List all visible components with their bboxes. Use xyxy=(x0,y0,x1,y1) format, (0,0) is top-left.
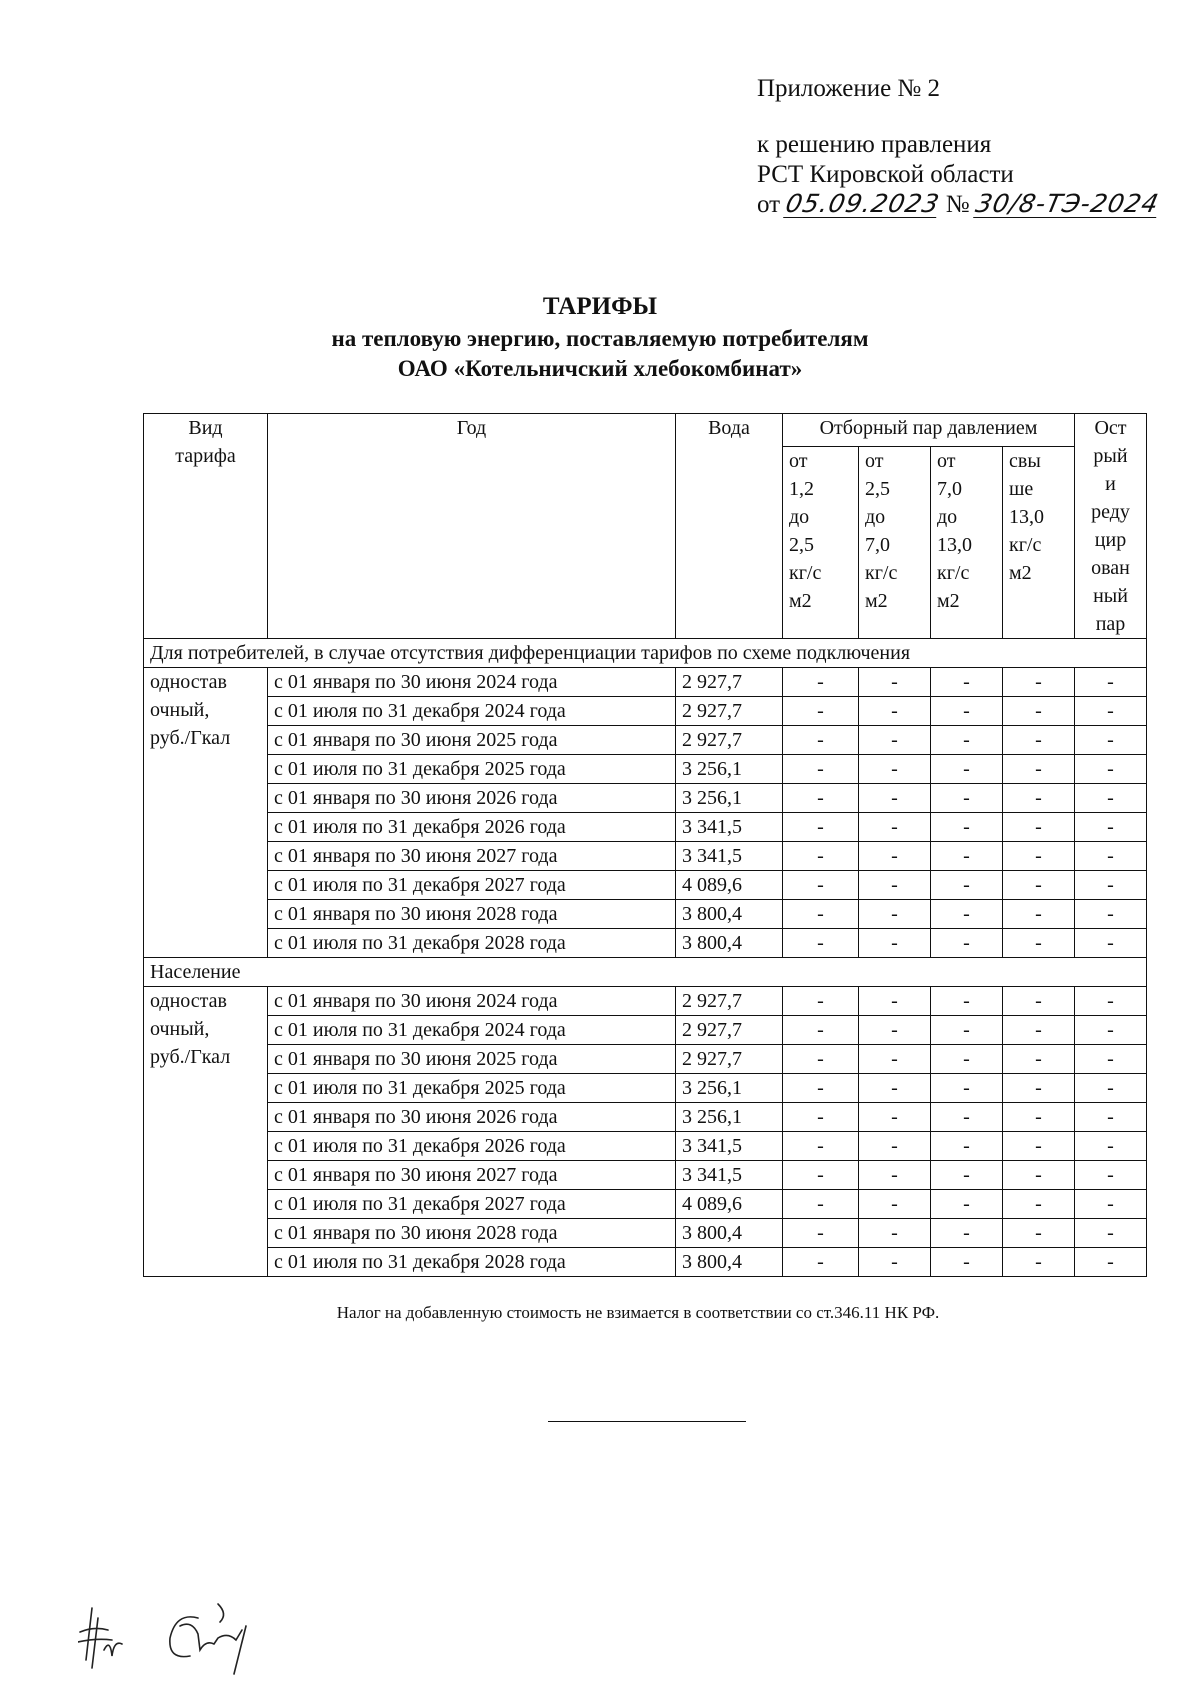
period-cell: с 01 июля по 31 декабря 2026 года xyxy=(268,813,676,842)
steam-2-cell: - xyxy=(859,1045,931,1074)
sharp-steam-cell: - xyxy=(1075,755,1147,784)
steam-2-cell: - xyxy=(859,1219,931,1248)
steam-1-cell: - xyxy=(783,1190,859,1219)
water-tariff-cell: 3 341,5 xyxy=(676,1161,783,1190)
table-row xyxy=(144,1016,1147,1045)
water-tariff-cell: 3 256,1 xyxy=(676,755,783,784)
steam-3-cell: - xyxy=(931,871,1003,900)
steam-2-cell: - xyxy=(859,813,931,842)
steam-4-cell: - xyxy=(1003,1219,1075,1248)
steam-2-cell: - xyxy=(859,929,931,958)
steam-4-cell: - xyxy=(1003,726,1075,755)
period-cell: с 01 июля по 31 декабря 2024 года xyxy=(268,1016,676,1045)
annex-date: 05.09.2023 xyxy=(783,189,943,218)
document-title: ТАРИФЫ xyxy=(542,293,658,320)
steam-3-cell: - xyxy=(931,813,1003,842)
sharp-steam-cell: - xyxy=(1075,900,1147,929)
steam-1-cell: - xyxy=(783,929,859,958)
period-cell: с 01 января по 30 июня 2027 года xyxy=(268,1161,676,1190)
section-title: Для потребителей, в случае отсутствия дифференциации тарифов по схеме подключения xyxy=(144,639,1147,668)
table-row xyxy=(144,1161,1147,1190)
water-tariff-cell: 2 927,7 xyxy=(676,1016,783,1045)
steam-3-cell: - xyxy=(931,726,1003,755)
sharp-steam-cell: - xyxy=(1075,1103,1147,1132)
water-tariff-cell: 2 927,7 xyxy=(676,668,783,697)
water-tariff-cell: 2 927,7 xyxy=(676,726,783,755)
table-row xyxy=(144,1248,1147,1277)
sharp-steam-cell: - xyxy=(1075,1219,1147,1248)
tariff-kind: одностав очный, руб./Гкал xyxy=(144,668,268,958)
steam-2-cell: - xyxy=(859,1103,931,1132)
steam-3-cell: - xyxy=(931,929,1003,958)
steam-2-cell: - xyxy=(859,668,931,697)
steam-4-cell: - xyxy=(1003,1161,1075,1190)
water-tariff-cell: 3 341,5 xyxy=(676,1132,783,1161)
water-tariff-cell: 2 927,7 xyxy=(676,987,783,1016)
steam-3-cell: - xyxy=(931,1132,1003,1161)
header-sharp-steam: Ост рый и реду цир ован ный пар xyxy=(1075,414,1147,639)
steam-2-cell: - xyxy=(859,1248,931,1277)
sharp-steam-cell: - xyxy=(1075,726,1147,755)
steam-4-cell: - xyxy=(1003,1248,1075,1277)
annex-decision-line: к решению правления xyxy=(757,131,992,158)
steam-1-cell: - xyxy=(783,1103,859,1132)
steam-2-cell: - xyxy=(859,1074,931,1103)
header-year: Год xyxy=(268,414,676,639)
steam-2-cell: - xyxy=(859,842,931,871)
water-tariff-cell: 3 256,1 xyxy=(676,1074,783,1103)
steam-1-cell: - xyxy=(783,1074,859,1103)
header-steam: Отборный пар давлением xyxy=(783,414,1075,447)
steam-1-cell: - xyxy=(783,755,859,784)
annex-date-line xyxy=(757,189,1162,220)
header-steam-sub-3: от 7,0 до 13,0 кг/с м2 xyxy=(931,446,1003,638)
header-water: Вода xyxy=(676,414,783,639)
table-row xyxy=(144,929,1147,958)
period-cell: с 01 июля по 31 декабря 2028 года xyxy=(268,1248,676,1277)
steam-1-cell: - xyxy=(783,813,859,842)
steam-1-cell: - xyxy=(783,784,859,813)
period-cell: с 01 января по 30 июня 2025 года xyxy=(268,726,676,755)
separator-line xyxy=(548,1421,746,1422)
table-row xyxy=(144,842,1147,871)
steam-4-cell: - xyxy=(1003,842,1075,871)
steam-3-cell: - xyxy=(931,1161,1003,1190)
steam-2-cell: - xyxy=(859,1016,931,1045)
sharp-steam-cell: - xyxy=(1075,842,1147,871)
steam-3-cell: - xyxy=(931,784,1003,813)
steam-4-cell: - xyxy=(1003,987,1075,1016)
steam-4-cell: - xyxy=(1003,668,1075,697)
water-tariff-cell: 3 341,5 xyxy=(676,813,783,842)
header-steam-sub-4: свы ше 13,0 кг/с м2 xyxy=(1003,446,1075,638)
table-row xyxy=(144,726,1147,755)
steam-2-cell: - xyxy=(859,871,931,900)
steam-1-cell: - xyxy=(783,697,859,726)
water-tariff-cell: 3 800,4 xyxy=(676,929,783,958)
document-subtitle: на тепловую энергию, поставляемую потребителям xyxy=(331,326,869,351)
document-title-block xyxy=(0,290,1200,384)
steam-3-cell: - xyxy=(931,900,1003,929)
steam-1-cell: - xyxy=(783,871,859,900)
steam-2-cell: - xyxy=(859,784,931,813)
table-row xyxy=(144,1045,1147,1074)
steam-3-cell: - xyxy=(931,697,1003,726)
sharp-steam-cell: - xyxy=(1075,1248,1147,1277)
section-header-row xyxy=(144,958,1147,987)
steam-2-cell: - xyxy=(859,1161,931,1190)
table-row xyxy=(144,1132,1147,1161)
steam-3-cell: - xyxy=(931,1045,1003,1074)
water-tariff-cell: 3 800,4 xyxy=(676,900,783,929)
annex-from-label: от xyxy=(757,191,781,218)
steam-3-cell: - xyxy=(931,668,1003,697)
steam-3-cell: - xyxy=(931,1016,1003,1045)
water-tariff-cell: 3 256,1 xyxy=(676,1103,783,1132)
steam-1-cell: - xyxy=(783,900,859,929)
sharp-steam-cell: - xyxy=(1075,813,1147,842)
steam-4-cell: - xyxy=(1003,784,1075,813)
table-row xyxy=(144,900,1147,929)
table-row xyxy=(144,1219,1147,1248)
steam-1-cell: - xyxy=(783,1045,859,1074)
steam-1-cell: - xyxy=(783,1016,859,1045)
table-row xyxy=(144,668,1147,697)
sharp-steam-cell: - xyxy=(1075,1016,1147,1045)
water-tariff-cell: 4 089,6 xyxy=(676,1190,783,1219)
header-steam-sub-2: от 2,5 до 7,0 кг/с м2 xyxy=(859,446,931,638)
table-row xyxy=(144,1074,1147,1103)
table-row xyxy=(144,784,1147,813)
tariff-table-body xyxy=(144,414,1147,1277)
steam-1-cell: - xyxy=(783,1132,859,1161)
water-tariff-cell: 4 089,6 xyxy=(676,871,783,900)
water-tariff-cell: 3 800,4 xyxy=(676,1219,783,1248)
steam-4-cell: - xyxy=(1003,755,1075,784)
steam-2-cell: - xyxy=(859,987,931,1016)
sharp-steam-cell: - xyxy=(1075,1190,1147,1219)
tariff-kind: одностав очный, руб./Гкал xyxy=(144,987,268,1277)
period-cell: с 01 июля по 31 декабря 2025 года xyxy=(268,1074,676,1103)
annex-authority-line: РСТ Кировской области xyxy=(757,161,1014,188)
period-cell: с 01 января по 30 июня 2026 года xyxy=(268,784,676,813)
annex-title: Приложение № 2 xyxy=(757,75,941,102)
steam-2-cell: - xyxy=(859,900,931,929)
steam-4-cell: - xyxy=(1003,697,1075,726)
sharp-steam-cell: - xyxy=(1075,668,1147,697)
steam-1-cell: - xyxy=(783,668,859,697)
sharp-steam-cell: - xyxy=(1075,929,1147,958)
period-cell: с 01 января по 30 июня 2028 года xyxy=(268,1219,676,1248)
annex-number-label: № xyxy=(945,191,970,218)
period-cell: с 01 июля по 31 декабря 2027 года xyxy=(268,871,676,900)
section-header-row xyxy=(144,639,1147,668)
table-row xyxy=(144,1190,1147,1219)
water-tariff-cell: 2 927,7 xyxy=(676,1045,783,1074)
sharp-steam-cell: - xyxy=(1075,784,1147,813)
steam-4-cell: - xyxy=(1003,1074,1075,1103)
period-cell: с 01 июля по 31 декабря 2027 года xyxy=(268,1190,676,1219)
steam-1-cell: - xyxy=(783,1161,859,1190)
table-row xyxy=(144,987,1147,1016)
sharp-steam-cell: - xyxy=(1075,697,1147,726)
sharp-steam-cell: - xyxy=(1075,1074,1147,1103)
period-cell: с 01 января по 30 июня 2024 года xyxy=(268,668,676,697)
steam-3-cell: - xyxy=(931,1103,1003,1132)
sharp-steam-cell: - xyxy=(1075,871,1147,900)
sharp-steam-cell: - xyxy=(1075,987,1147,1016)
water-tariff-cell: 3 800,4 xyxy=(676,1248,783,1277)
table-row xyxy=(144,755,1147,784)
steam-4-cell: - xyxy=(1003,929,1075,958)
water-tariff-cell: 3 341,5 xyxy=(676,842,783,871)
steam-4-cell: - xyxy=(1003,1045,1075,1074)
steam-3-cell: - xyxy=(931,1074,1003,1103)
steam-2-cell: - xyxy=(859,1132,931,1161)
tariff-table xyxy=(143,413,1147,1277)
table-row xyxy=(144,871,1147,900)
period-cell: с 01 января по 30 июня 2024 года xyxy=(268,987,676,1016)
water-tariff-cell: 3 256,1 xyxy=(676,784,783,813)
sharp-steam-cell: - xyxy=(1075,1045,1147,1074)
vat-note: Налог на добавленную стоимость не взимается в соответствии со ст.346.11 НК РФ. xyxy=(336,1303,940,1322)
steam-2-cell: - xyxy=(859,726,931,755)
steam-4-cell: - xyxy=(1003,1190,1075,1219)
steam-4-cell: - xyxy=(1003,813,1075,842)
header-kind: Вид тарифа xyxy=(144,414,268,639)
steam-2-cell: - xyxy=(859,697,931,726)
steam-3-cell: - xyxy=(931,1219,1003,1248)
steam-1-cell: - xyxy=(783,1248,859,1277)
table-row xyxy=(144,1103,1147,1132)
water-tariff-cell: 2 927,7 xyxy=(676,697,783,726)
steam-1-cell: - xyxy=(783,842,859,871)
steam-3-cell: - xyxy=(931,755,1003,784)
steam-4-cell: - xyxy=(1003,1016,1075,1045)
header-row xyxy=(144,414,1147,447)
steam-3-cell: - xyxy=(931,1190,1003,1219)
steam-2-cell: - xyxy=(859,755,931,784)
table-row xyxy=(144,697,1147,726)
steam-1-cell: - xyxy=(783,987,859,1016)
section-title: Население xyxy=(144,958,1147,987)
steam-3-cell: - xyxy=(931,987,1003,1016)
period-cell: с 01 июля по 31 декабря 2024 года xyxy=(268,697,676,726)
sharp-steam-cell: - xyxy=(1075,1132,1147,1161)
steam-1-cell: - xyxy=(783,726,859,755)
steam-1-cell: - xyxy=(783,1219,859,1248)
period-cell: с 01 января по 30 июня 2025 года xyxy=(268,1045,676,1074)
annex-number: 30/8-ТЭ-2024 xyxy=(972,189,1162,218)
sharp-steam-cell: - xyxy=(1075,1161,1147,1190)
period-cell: с 01 июля по 31 декабря 2025 года xyxy=(268,755,676,784)
annex-block xyxy=(757,74,1162,220)
steam-4-cell: - xyxy=(1003,1103,1075,1132)
period-cell: с 01 июля по 31 декабря 2026 года xyxy=(268,1132,676,1161)
steam-3-cell: - xyxy=(931,1248,1003,1277)
header-steam-sub-1: от 1,2 до 2,5 кг/с м2 xyxy=(783,446,859,638)
document-company: ОАО «Котельничский хлебокомбинат» xyxy=(397,356,803,381)
period-cell: с 01 июля по 31 декабря 2028 года xyxy=(268,929,676,958)
steam-2-cell: - xyxy=(859,1190,931,1219)
steam-4-cell: - xyxy=(1003,1132,1075,1161)
signature xyxy=(78,1590,318,1680)
period-cell: с 01 января по 30 июня 2026 года xyxy=(268,1103,676,1132)
table-row xyxy=(144,813,1147,842)
period-cell: с 01 января по 30 июня 2028 года xyxy=(268,900,676,929)
steam-3-cell: - xyxy=(931,842,1003,871)
steam-4-cell: - xyxy=(1003,900,1075,929)
period-cell: с 01 января по 30 июня 2027 года xyxy=(268,842,676,871)
steam-4-cell: - xyxy=(1003,871,1075,900)
